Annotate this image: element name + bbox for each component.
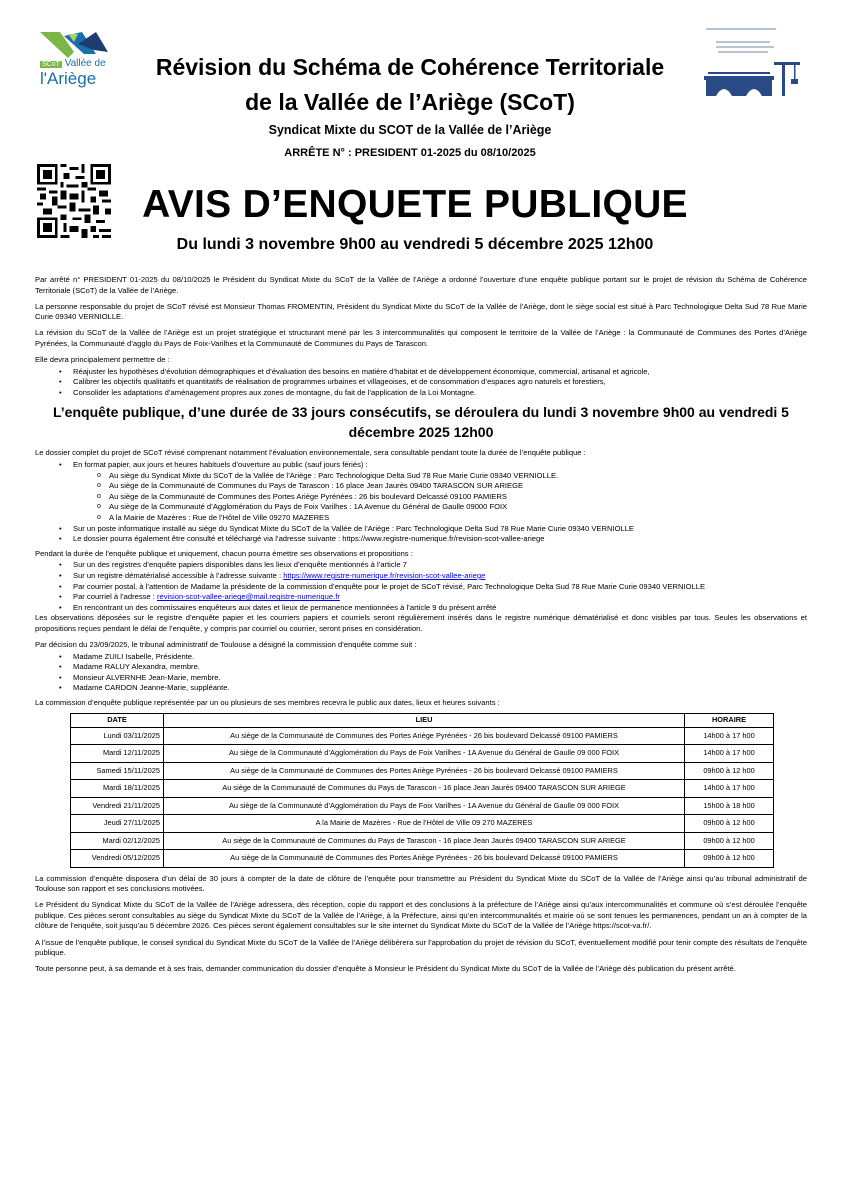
date-cell: Jeudi 27/11/2025 — [71, 815, 164, 833]
date-cell: Vendredi 05/12/2025 — [71, 850, 164, 868]
place-cell: Au siège de la Communauté de Communes des Portes Ariège Pyrénées - 26 bis boulevard Delcassé 09100 PAMIERS — [164, 727, 685, 745]
column-header: DATE — [71, 713, 164, 727]
hours-cell: 09h00 à 12 h00 — [685, 850, 774, 868]
list-item: • Par courrier postal, à l’attention de Madame la présidente de la commission d’enquête pour le projet de SCoT révisé, Parc Technologique Delta Sud 78 Rue Marie Curie 09340 VERNIOLLE — [73, 582, 807, 593]
place-cell: Au siège de la Communauté de Communes des Portes Ariège Pyrénées - 26 bis boulevard Delcassé 09100 PAMIERS — [164, 850, 685, 868]
list-item: o Au siège de la Communauté de Communes des Portes Ariège Pyrénées : 26 bis boulevard Delcassé 09100 PAMIERS — [109, 492, 807, 503]
date-cell: Samedi 15/11/2025 — [71, 762, 164, 780]
avis-heading: AVIS D’ENQUETE PUBLIQUE — [142, 183, 688, 226]
list-item: o A la Mairie de Mazères : Rue de l’Hôtel de Ville 09270 MAZERES — [109, 513, 807, 524]
list-item: • Réajuster les hypothèses d’évolution démographiques et d’évaluation des besoins en matière d’habitat et de développement économique, commercial, artisanal et agricole, — [73, 367, 807, 378]
hours-cell: 09h00 à 12 h00 — [685, 815, 774, 833]
place-cell: Au siège de la Communauté de Communes du Pays de Tarascon - 16 place Jean Jaurès 09400 TARASCON SUR ARIEGE — [164, 780, 685, 798]
intro-paragraph: Par arrêté n° PRESIDENT 01-2025 du 08/10/2025 le Président du Syndicat Mixte du SCoT de la Vallée de l’Ariège a ordonné l’ouverture d’une enquête publique portant sur le projet de révision du Schéma de Cohérence Territoriale (SCoT) de la Vallée de l’Ariège. — [35, 275, 807, 295]
hours-cell: 09h00 à 12 h00 — [685, 832, 774, 850]
place-cell: Au siège de la Communauté d’Agglomération du Pays de Foix Varilhes - 1A Avenue du Général de Gaulle 09 000 FOIX — [164, 797, 685, 815]
list-item: o Au siège du Syndicat Mixte du SCoT de la Vallée de l’Ariège : Parc Technologique Delta Sud 78 Rue Marie Curie 09340 VERNIOLLE. — [109, 471, 807, 482]
observations-intro: Pendant la durée de l’enquête publique et uniquement, chacun pourra émettre ses observations et propositions : — [35, 548, 413, 558]
title-line-2: de la Vallée de l’Ariège (SCoT) — [245, 89, 575, 115]
table-row — [71, 780, 774, 798]
dossier-list — [35, 460, 807, 545]
list-item: • Monsieur ALVERNHE Jean-Marie, membre. — [73, 673, 807, 684]
dossier-paper: En format papier, aux jours et heures habituels d’ouverture au public (sauf jours fériés) : — [73, 460, 368, 470]
closing-paragraph: La commission d’enquête disposera d’un délai de 30 jours à compter de la date de clôture de l’enquête pour transmettre au Président du Syndicat Mixte du SCoT de la Vallée de l’Ariège ainsi qu’au tribunal administratif de Toulouse son rapport et ses conclusions motivées. — [35, 873, 807, 894]
date-cell: Lundi 03/11/2025 — [71, 727, 164, 745]
place-cell: A la Mairie de Mazères - Rue de l’Hôtel de Ville 09 270 MAZERES — [164, 815, 685, 833]
list-item: o Au siège de la Communauté d’Agglomération du Pays de Foix Varilhes : 1A Avenue du Général de Gaulle 09000 FOIX — [109, 502, 807, 513]
closing-paragraph: Toute personne peut, à sa demande et à ses frais, demander communication du dossier d’enquête à Monsieur le Président du Syndicat Mixte du SCoT de la Vallée de l’Ariège dès publication du présent arrêté. — [35, 964, 736, 974]
hours-cell: 09h00 à 12 h00 — [685, 762, 774, 780]
bridge-crane-icon — [702, 58, 802, 98]
column-header: HORAIRE — [685, 713, 774, 727]
list-item — [73, 460, 807, 524]
scot-logo-text — [40, 58, 106, 88]
list-item — [73, 571, 807, 582]
place-cell: Au siège de la Communauté de Communes des Portes Ariège Pyrénées - 26 bis boulevard Delcassé 09100 PAMIERS — [164, 762, 685, 780]
table-row — [71, 727, 774, 745]
intro-paragraph: La révision du SCoT de la Vallée de l’Ariège est un projet stratégique et structurant mené par les 3 intercommunalités qui composent le territoire de la Vallée de l’Ariège : la Communauté de Communes des Portes d’Ariège Pyrénées, la Communauté d’agglo du Pays de Foix-Varilhes et la Communauté de Communes du Pays de Tarascon. — [35, 328, 807, 348]
list-item: • Madame CARDON Jeanne-Marie, suppléante. — [73, 683, 807, 694]
table-row — [71, 762, 774, 780]
commission-intro: Par décision du 23/09/2025, le tribunal administratif de Toulouse a désigné la commission d’enquête comme suit : — [35, 640, 417, 650]
list-item: • Madame ZUILI Isabelle, Présidente. — [73, 652, 807, 663]
email-link[interactable]: revision-scot-vallee-ariege@mail.registre-numerique.fr — [157, 592, 340, 602]
hours-cell: 15h00 à 18 h00 — [685, 797, 774, 815]
date-cell: Mardi 18/11/2025 — [71, 780, 164, 798]
date-cell: Vendredi 21/11/2025 — [71, 797, 164, 815]
list-item: • Madame RALUY Alexandra, membre. — [73, 662, 807, 673]
date-cell: Mardi 12/11/2025 — [71, 745, 164, 763]
objectives-list — [35, 367, 807, 399]
date-cell: Mardi 02/12/2025 — [71, 832, 164, 850]
intro-paragraph: La personne responsable du projet de SCoT révisé est Monsieur Thomas FROMENTIN, Président du Syndicat Mixte du SCoT de la Vallée de l’Ariège, dont le siège social est situé à Parc Technologique Delta Sud 78 Rue Marie Curie 09340 VERNIOLLE. — [35, 301, 807, 322]
observations-after: Les observations déposées sur le registre d’enquête papier et les courriers papiers et courriels seront régulièrement insérés dans le registre numérique dématérialisé et donc visibles par tous. Seules les observations et propositions reçues pendant le délai de l’enquête, y compris par courriel ou courrier, seront prises en considération. — [35, 613, 807, 633]
enquete-dates: Du lundi 3 novembre 9h00 au vendredi 5 décembre 2025 12h00 — [176, 236, 654, 253]
table-row — [71, 815, 774, 833]
mountain-logo-icon — [38, 30, 110, 60]
title-line-1: Révision du Schéma de Cohérence Territoriale — [155, 54, 665, 80]
table-row — [71, 745, 774, 763]
closing-paragraph: A l’issue de l’enquête publique, le conseil syndical du Syndicat Mixte du SCoT de la Vallée de l’Ariège délibèrera sur l’approbation du projet de révision du SCoT, éventuellement modifié pour tenir compte des résultats de l’enquête publique. — [35, 937, 807, 958]
list-item: o Au siège de la Communauté de Communes du Pays de Tarascon : 16 place Jean Jaurès 09400 TARASCON SUR ARIEGE — [109, 481, 807, 492]
digital-register-label: Sur un registre dématérialisé accessible à l’adresse suivante : — [73, 570, 284, 580]
digital-register-link[interactable]: https://www.registre-numerique.fr/revision-scot-vallee-ariege — [283, 570, 486, 580]
logo-scot-label: SCoT — [42, 61, 60, 68]
observations-list — [35, 560, 807, 613]
permanence-table — [70, 713, 774, 868]
email-label: Par courriel à l’adresse : — [73, 592, 157, 602]
column-header: LIEU — [164, 713, 685, 727]
hours-cell: 14h00 à 17 h00 — [685, 745, 774, 763]
list-item — [73, 592, 807, 603]
logo-ariege-label: l'Ariège — [40, 69, 97, 88]
intro-paragraph: Elle devra principalement permettre de : — [35, 355, 170, 365]
logo-vallee-label: Vallée de — [64, 58, 106, 69]
arrete-number: ARRÊTE N° : PRESIDENT 01-2025 du 08/10/2025 — [284, 147, 536, 159]
place-cell: Au siège de la Communauté d’Agglomération du Pays de Foix Varilhes - 1A Avenue du Général de Gaulle 09 000 FOIX — [164, 745, 685, 763]
table-row — [71, 832, 774, 850]
list-item: • Le dossier pourra également être consulté et téléchargé via l’adresse suivante : https://www.registre-numerique.fr/revision-scot-vallee-ariege — [73, 534, 807, 545]
dossier-intro: Le dossier complet du projet de SCoT révisé comprenant notamment l’évaluation environnementale, sera consultable pendant toute la durée de l’enquête publique : — [35, 448, 586, 458]
closing-paragraph: Le Président du Syndicat Mixte du SCoT de la Vallée de l’Ariège adressera, dès réception, copie du rapport et des conclusions à la préfecture de l’Ariège ainsi qu’aux intercommunalités et commune où s’est déroulée l’enquête publique. Ces pièces seront consultables au siège du Syndicat Mixte du SCoT de la Vallée de l’Ariège, à la Préfecture, ainsi qu’en intercommunalités et mairie où se sont tenues les permanences, pendant un an à compter de la clôture de l’enquête, soit jusqu’au 5 décembre 2026. Ces pièces seront également consultables sur le site internet du Syndicat Mixte du SCoT de la Vallée de l’Ariège https://scot-va.fr/. — [35, 900, 807, 931]
list-item: • Sur un des registres d’enquête papiers disponibles dans les lieux d’enquête mentionnés à l’article 7 — [73, 560, 807, 571]
list-item: • Calibrer les objectifs qualitatifs et quantitatifs de réalisation de programmes urbaines et villageoises, et de consommation d’espaces agro naturels et forestiers, — [73, 377, 807, 388]
subtitle: Syndicat Mixte du SCOT de la Vallée de l’Ariège — [268, 123, 552, 137]
notice-body — [35, 275, 807, 980]
list-item: • Consolider les adaptations d’aménagement propres aux zones de montagne, du fait de l’application de la Loi Montagne. — [73, 388, 807, 399]
place-cell: Au siège de la Communauté de Communes du Pays de Tarascon - 16 place Jean Jaurès 09400 TARASCON SUR ARIEGE — [164, 832, 685, 850]
table-header-row — [71, 713, 774, 727]
hours-cell: 14h00 à 17 h00 — [685, 780, 774, 798]
list-item: • En rencontrant un des commissaires enquêteurs aux dates et lieux de permanence mentionnées à l’article 9 du présent arrêté — [73, 603, 807, 614]
table-row — [71, 850, 774, 868]
duration-heading: L’enquête publique, d’une durée de 33 jours consécutifs, se déroulera du lundi 3 novembre 9h00 au vendredi 5 décembre 2025 12h00 — [53, 404, 789, 441]
dossier-places-list — [73, 471, 807, 524]
commission-list — [35, 652, 807, 694]
partner-logo — [702, 28, 810, 108]
table-row — [71, 797, 774, 815]
qr-code-icon[interactable] — [37, 164, 111, 238]
hours-cell: 14h00 à 17 h00 — [685, 727, 774, 745]
permanence-intro: La commission d’enquête publique représentée par un ou plusieurs de ses membres recevra le public aux dates, lieux et heures suivants : — [35, 698, 500, 707]
list-item: • Sur un poste informatique installé au siège du Syndicat Mixte du SCoT de la Vallée de l’Ariège : Parc Technologique Delta Sud 78 Rue Marie Curie 09340 VERNIOLLE — [73, 524, 807, 535]
